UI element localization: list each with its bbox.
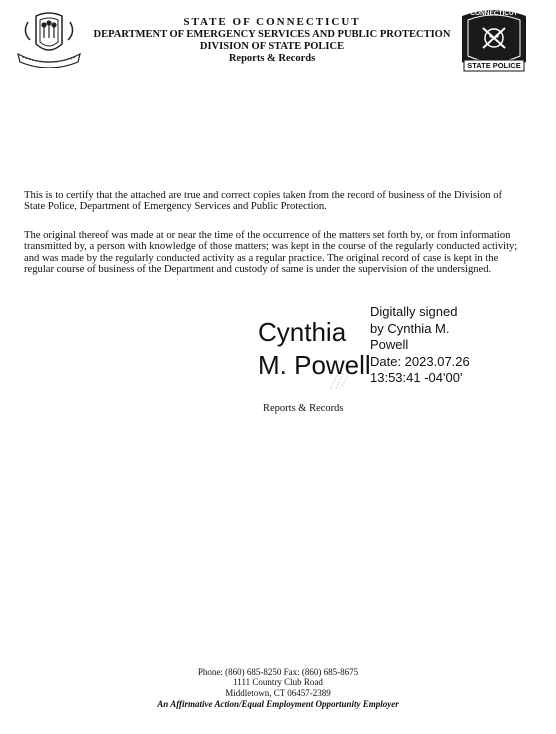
certification-paragraph: This is to certify that the attached are true and correct copies taken from the record of business of the Division of State Police, Department of Emergency Services and Public Protection. — [24, 190, 503, 213]
footer-employer-statement: An Affirmative Action/Equal Employment Opportunity Employer — [157, 699, 399, 709]
header-unit: Reports & Records — [228, 53, 316, 64]
header-department: DEPARTMENT OF EMERGENCY SERVICES AND PUBLIC PROTECTION — [93, 29, 451, 40]
signature-detail-line: Powell — [370, 337, 409, 352]
signature-name-first: Cynthia — [258, 317, 347, 347]
signer-title: Reports & Records — [263, 403, 344, 414]
badge-bottom-text: STATE POLICE — [467, 61, 521, 70]
badge-top-text: CONNECTICUT — [470, 10, 518, 17]
connecticut-state-seal-icon — [14, 10, 84, 68]
digital-signature-details — [370, 304, 470, 387]
header-state: STATE OF CONNECTICUT — [183, 16, 361, 28]
connecticut-state-police-badge-icon — [458, 6, 530, 74]
record-paragraph: The original thereof was made at or near the time of the occurrence of the matters set forth by, or from information transmitted by, a person with knowledge of those matters; was kept in the course of the regularly conducted activity; and was made by the regularly conducted activity as a regular practice. The original record of case is kept in the regular course of business of the Department and custody of same is under the supervision of the undersigned. — [24, 230, 518, 276]
signature-detail-line: 13:53:41 -04'00' — [370, 370, 463, 385]
signature-mark-icon — [326, 364, 356, 394]
signature-detail-line: by Cynthia M. — [370, 320, 450, 336]
header-division: DIVISION OF STATE POLICE — [199, 41, 345, 52]
signature-detail-line: Date: 2023.07.26 — [370, 353, 470, 369]
signature-detail-line: Digitally signed — [370, 304, 458, 319]
signature-name-last: M. Powell — [258, 350, 371, 380]
footer-address-street: 1111 Country Club Road — [233, 677, 323, 687]
footer-phone: Phone: (860) 685-8250 Fax: (860) 685-8675 — [197, 667, 359, 677]
footer-address-city: Middletown, CT 06457-2389 — [225, 688, 331, 698]
